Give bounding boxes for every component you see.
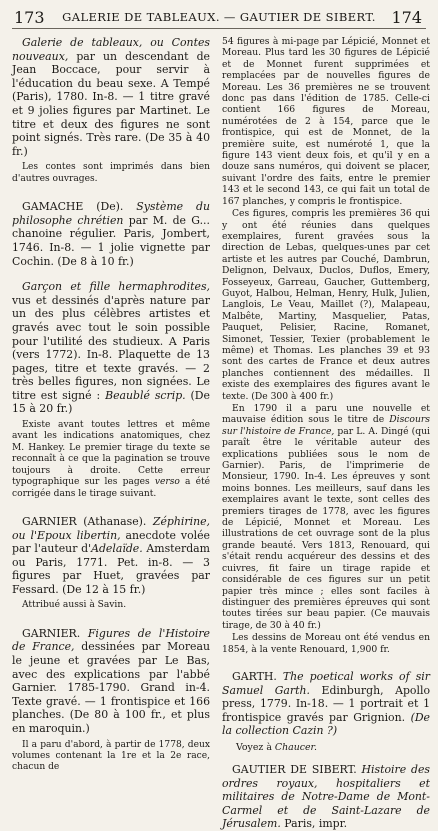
entry-body: anecdote volée par l'auteur d' [12,528,210,556]
entry-collection: (De la collection Cazin ?) [222,710,430,738]
entry-body: vus et dessinés d'après nature par un des plus célèbres artistes et gravés avec tout le soin possible pour l'utilité des studieux. A Paris (vers 1772). In-8. Plaquette de 13 pages, titre et texte gravés. — 2 très belles figures, non signées. Le titre est signé : [12,293,210,402]
entry-title: Système du philosophe chrétien [12,200,210,227]
spacer [12,272,210,280]
entry-title: Galerie de tableaux, ou Contes nouveaux, [12,36,210,63]
page-header [12,6,426,29]
entry-body: (De 15 à 20 fr.) [12,388,210,416]
two-column-body [12,36,431,831]
entry-signature: Beaublé scrip. [105,388,186,402]
spacer [12,507,210,515]
entry-author: GARNIER (Athanase). [22,514,147,528]
note-text: par L. A. Dingé (qui paraît être le véritable auteur des explications publiées sous le nom de Garnier). Paris, de l'imprimerie de Monsieur, 1790. In-4. Les épreuves y sont moins bonnes. Les meilleurs, sauf dans les exemplaires avant le texte, sont celles des premiers tirages de 1778, avec les figures de Lépicié, Monnet et Moreau. Les illustrations de cet ouvrage sont de la plus grande beauté. Vers 1813, Renouard, qui s'était rendu acquéreur des dessins et des cuivres, fit faire un tirage rapide et considérable de ces figures sur un petit papier très mince ; elles sont faciles à distinguer des premières épreuves qui sont toutes tirées sur beau papier. (Ce mauvais tirage, de 30 à 40 fr.) [222,425,430,631]
entry-garth [222,670,430,738]
entry-note [12,420,210,500]
entry-title: The poetical works of sir Samuel Garth. [222,669,430,697]
entry-author: GARNIER. [22,626,81,640]
left-column [12,36,211,773]
note-text: En 1790 il a paru une nouvelle et mauvaise édition sous le titre de [222,403,430,426]
entry-body: Paris, impr. [280,817,348,831]
note-text: Existe avant toutes lettres et même avant les indications anatomiques, chez M. Hankey. Le premier tirage du texte se reconnaît à ce que la pagination se trouve toujours à droite. Cette erreur typographique sur les pages [12,420,210,488]
note-text-italic: verso [154,477,180,488]
note-paragraph: Ces figures, compris les premières 36 qui y ont été réunies dans quelques exemplaires, furent gravées sous la direction de Lebas, quelques-unes par cet artiste et les autres par Couché, Dambrun, Delignon, Delvaux, Duclos, Duflos, Emery, Fosseyeux, Garreau, Gaucher, Guttemberg, Guyot, Halbou, Helman, Henry, Hulk, Julien, Langlois, Le Veau, Maillet (?), Malapeau, Malbête, Martiny, Masquelier, Patas, Pauquet, Pelisier, Racine, Romanet, Simonet, Tessier, Texier (probablement le même) et Thomas. Les planches 39 et 93 sont des cartes de France et deux autres planches contiennent des médailles. Il existe des exemplaires des figures avant le texte. (De 300 à 400 fr.) [222,208,430,402]
running-title: GALERIE DE TABLEAUX. — GAUTIER DE SIBERT. [62,10,376,24]
entry-title: Histoire des ordres royaux, hospitaliers et militaires de Notre-Dame de Mont-Carmel et de Saint-Lazare de Jérusalem. [222,762,430,831]
entry-author: GAMACHE (De). [22,200,124,214]
note-paragraph [222,403,430,631]
entry-body: par un descendant de Jean Boccace, pour servir à l'éducation du beau sexe. A Tempé (Paris), 1780. In-8. — 1 titre gravé et 9 jolies figures par Martinet. Le titre et deux des figures ne sont point signés. Très rare. (De 35 à 40 fr.) [12,49,210,158]
see-also-ref: Chaucer. [274,741,317,753]
entry-note: Les contes sont imprimés dans bien d'autres ouvrages. [12,162,210,184]
see-also-text: Voyez à [236,741,275,753]
entry-author: GARTH. [232,669,277,683]
entry-garnier-histoire [12,627,210,736]
entry-author: GAUTIER DE SIBERT. [232,762,357,776]
entry-title: Zéphirine, ou l'Epoux libertin, [12,514,210,542]
entry-garcon-et-fille [12,280,210,416]
note-text-italic: Discours sur l'histoire de France, [222,414,430,437]
entry-title: Figures de l'Histoire de France, [12,626,210,654]
right-column [222,36,431,831]
entry-body: Amsterdam ou Paris, 1771. Pet. in-8. — 3 figures par Huet, gravées par Fessard. (De 12 à 15 fr.) [12,542,211,596]
see-also [236,742,430,754]
spacer [12,192,210,200]
entry-gautier-de-sibert [222,763,430,831]
entry-body: par M. de G... chanoine régulier. Paris, Jombert, 1746. In-8. — 1 jolie vignette par Cochin. (De 8 à 10 fr.) [12,213,210,268]
spacer [12,619,210,627]
entry-title-ref: Adelaïde. [91,542,143,556]
entry-galerie-de-tableaux [12,36,210,158]
spacer [222,656,430,670]
entry-note: Il a paru d'abord, à partir de 1778, deux volumes contenant la 1re et la 2e race, chacun de [12,739,210,773]
page-number-right: 174 [391,8,422,27]
page-number-left: 173 [14,8,45,27]
entry-title: Garçon et fille hermaphrodites, [22,280,210,294]
entry-note: Attribué aussi à Savin. [22,600,127,611]
entry-garnier-athanase [12,515,210,597]
entry-body: Edinburgh, Apollo press, 1779. In-18. — 1 portrait et 1 frontispice gravés par Grignion. [222,683,431,724]
note-paragraph: Les dessins de Moreau ont été vendus en 1854, à la vente Renouard, 1,900 fr. [222,632,430,655]
entry-body: dessinées par Moreau le jeune et gravées par Le Bas, avec des explications par l'abbé Garnier. 1785-1790. Grand in-4. Texte gravé. — 1 frontispice et 166 planches. (De 80 à 100 fr., et plus en maroquin.) [12,640,211,736]
note-continued: 54 figures à mi-page par Lépicié, Monnet et Moreau. Plus tard les 30 figures de Lépicié et de Monnet furent supprimées et remplacées par de nouvelles figures de Moreau. Les 36 premières ne se trouvent donc pas dans l'édition de 1785. Celle-ci contient 166 figures de Moreau, numérotées de 2 à 154, parce que le frontispice, qui est de Monnet, de la première suite, est numéroté 1, que la figure 143 vient deux fois, et qu'il y en a douze sans numéros, qui doivent se placer, suivant l'ordre des faits, entre le premier 143 et le second 143, ce qui fait un total de 167 planches, y compris le frontispice. [222,36,430,207]
note-text: a été corrigée dans le tirage suivant. [12,477,211,499]
entry-gamache [12,200,210,268]
